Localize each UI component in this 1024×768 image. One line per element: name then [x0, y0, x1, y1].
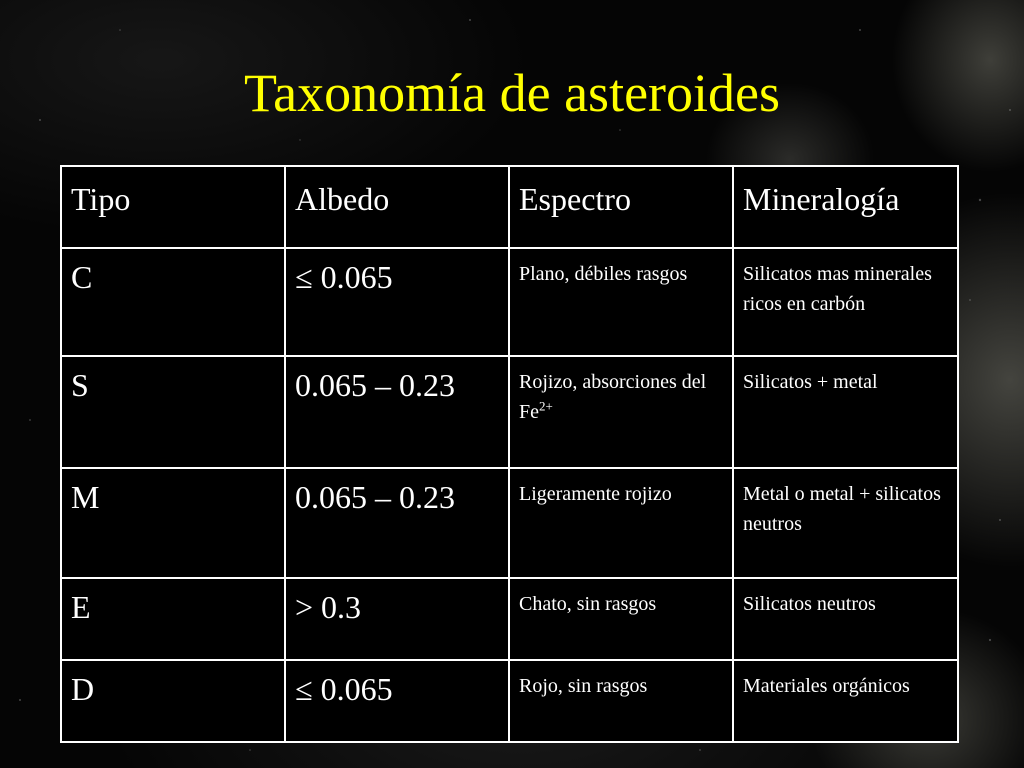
cell-mineralogia: Materiales orgánicos — [733, 660, 958, 742]
header-espectro: Espectro — [509, 166, 733, 248]
cell-tipo: D — [61, 660, 285, 742]
table-row — [61, 660, 958, 742]
superscript-charge: 2+ — [539, 398, 553, 414]
table-row — [61, 578, 958, 660]
cell-mineralogia: Silicatos mas minerales ricos en carbón — [733, 248, 958, 356]
cell-tipo: S — [61, 356, 285, 468]
table-row — [61, 356, 958, 468]
cell-tipo: M — [61, 468, 285, 578]
slide-title: Taxonomía de asteroides — [243, 63, 781, 123]
cell-albedo: ≤ 0.065 — [285, 248, 509, 356]
cell-espectro: Rojo, sin rasgos — [509, 660, 733, 742]
header-tipo: Tipo — [61, 166, 285, 248]
table-row — [61, 468, 958, 578]
cell-mineralogia: Metal o metal + silicatos neutros — [733, 468, 958, 578]
header-mineralogia: Mineralogía — [733, 166, 958, 248]
cell-albedo: 0.065 – 0.23 — [285, 356, 509, 468]
cell-espectro: Plano, débiles rasgos — [509, 248, 733, 356]
cell-albedo: 0.065 – 0.23 — [285, 468, 509, 578]
table-row — [61, 248, 958, 356]
cell-espectro-text: Rojizo, absorciones del Fe — [519, 371, 707, 423]
cell-tipo: C — [61, 248, 285, 356]
cell-espectro — [509, 356, 733, 468]
table-header-row — [61, 166, 958, 248]
cell-albedo: > 0.3 — [285, 578, 509, 660]
header-albedo: Albedo — [285, 166, 509, 248]
cell-albedo: ≤ 0.065 — [285, 660, 509, 742]
cell-espectro: Ligeramente rojizo — [509, 468, 733, 578]
cell-mineralogia: Silicatos neutros — [733, 578, 958, 660]
cell-espectro: Chato, sin rasgos — [509, 578, 733, 660]
cell-mineralogia: Silicatos + metal — [733, 356, 958, 468]
cell-tipo: E — [61, 578, 285, 660]
asteroid-taxonomy-table — [60, 165, 959, 743]
